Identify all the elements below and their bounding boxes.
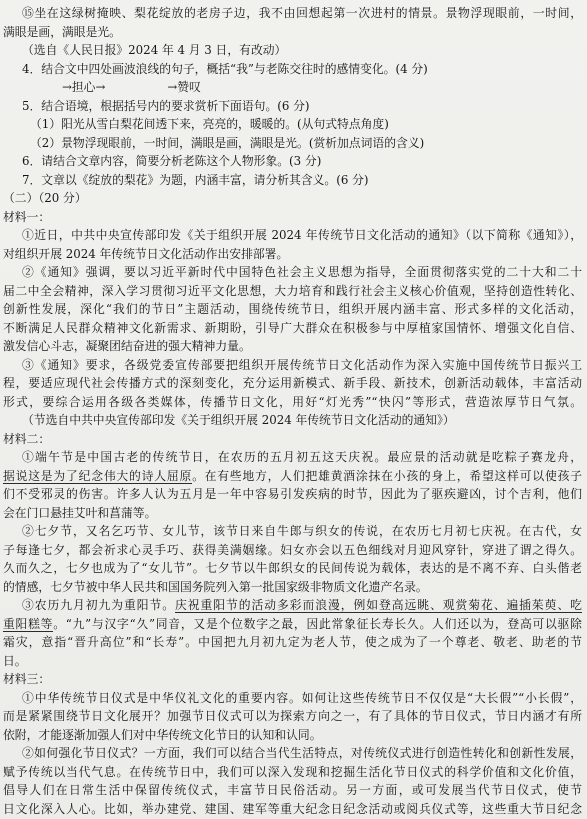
material-3-line: ②如何强化节日仪式？一方面，我们可以结合当代生活特点，对传统仪式进行创造性转化和创新性发展， (22, 746, 582, 760)
material-1-line: ①近日，中共中央宣传部印发《关于组织开展 2024 年传统节日文化活动的通知》（以下简称《通知》）， (22, 228, 582, 242)
line-text: 。“九”与汉字“久”同音，又是个位数字之最，因此常象征长寿长久。人们还以为，登高可以驱除 (53, 616, 582, 631)
material-1-line: 对组织开展 2024 年传统节日文化活动作出安排部署。 (3, 246, 289, 261)
material-3-line: 倡导人们在日常生活中保留传统仪式，丰富节日民俗活动。另一方面，或可发展当代节日仪式，使节 (3, 783, 582, 797)
question-6: 6．请结合文章内容，简要分析老陈这个人物形象。(3 分) (22, 154, 322, 168)
material-1-line: 激发信心斗志，凝聚团结奋进的强大精神力量。 (3, 339, 251, 353)
material-2-line: 霜灾，意指“晋升高位”和“长寿”。中国把九月初九定为老人节，使之成为了一个尊老、敬老、助老的节 (3, 635, 582, 649)
question-7: 7．文章以《绽放的梨花》为题，内涵丰富，请分析其含义。(6 分) (22, 172, 369, 187)
material-2-line: 久而久之，七夕也成为了“女儿节”。七夕节以牛郎织女的民间传说为载体，表达的是不离不弃、白头偕老 (3, 561, 582, 575)
section-heading: （二）（20 分） (3, 191, 87, 205)
material-1-line: 形式，要综合运用各级各类媒体，传播节日文化，用好“灯光秀”“快闪”等形式，营造浓厚节日气氛。 (3, 394, 582, 409)
material-3-line: 赋予传统以当代气息。在传统节日中，我们可以深入发现和挖掘生活化节日仪式的科学价值和文化价值， (3, 764, 582, 779)
material-3-line: ①中华传统节日仪式是中华仪礼文化的重要内容。如何让这些传统节日不仅仅是“大长假”“小长假”， (22, 690, 582, 705)
line-text: 。在有些地方，人们把雄黄酒涂抹在小孩的身上，希望这样可以使孩子 (192, 468, 582, 483)
passage-source-note: （选自《人民日报》2024 年 4 月 3 日，有改动） (22, 43, 287, 57)
material-1-line: 创新性发展，深化“我们的节日”主题活动，围绕传统节日，组织开展内涵丰富、形式多样的文化活动， (3, 302, 582, 316)
underlined-sentence: 据说这是为了纪念伟大的诗人屈原 (3, 468, 193, 483)
material-2-line: 会在门口悬挂艾叶和菖蒲等。 (3, 505, 157, 520)
material-2-line (3, 467, 582, 486)
material-2-line: 们不受邪灵的伤害。许多人认为五月是一年中容易引发疾病的时节，因此为了驱疾避凶，讨个吉利，他们 (3, 487, 582, 501)
material-2-line: ①端午节是中国古老的传统节日，在农历的五月初五这天庆祝。最应景的活动就是吃粽子赛龙舟， (22, 450, 582, 464)
underlined-sentence: 重阳糕等 (3, 616, 54, 631)
material-3-line: 日文化深入人心。比如，举办建党、建国、建军等重大纪念日纪念活动或阅兵仪式等，这些重大节日纪念 (3, 801, 582, 816)
material-2-label: 材料二： (3, 431, 51, 446)
question-5: 5．结合语境，根据括号内的要求赏析下面语句。(6 分) (22, 98, 310, 113)
material-1-line: ②《通知》强调，要以习近平新时代中国特色社会主义思想为指导，全面贯彻落实党的二十大和二十 (22, 265, 582, 279)
material-3-line: 而是紧紧围绕节日文化展开？加强节日仪式可以为探索方向之一，有了具体的节日仪式，节日内涵才有所 (3, 709, 582, 723)
material-3-label: 材料三： (3, 672, 51, 686)
question-5-item-2: （2）景物浮现眼前，一时间，满眼是画，满眼是光。(赏析加点词语的含义) (30, 135, 425, 150)
passage-line: ⑮坐在这绿树掩映、梨花绽放的老房子边，我不由回想起第一次进村的情景。景物浮现眼前，一时间， (22, 6, 582, 20)
material-2-line: 的情感，七夕节被中华人民共和国国务院列入第一批国家级非物质文化遗产名录。 (3, 579, 428, 594)
question-4: 4．结合文中四处画波浪线的句子，概括“我”与老陈交往时的感情变化。(4 分) (22, 61, 428, 76)
material-1-line: 程，要适应现代社会传播方式的深刻变化，充分运用新模式、新手段、新技术，创新活动载体，丰富活动 (3, 376, 582, 390)
line-text: ③农历九月初九为重阳节。 (22, 598, 175, 612)
material-1-source: （节选自中共中央宣传部印发《关于组织开展 2024 年传统节日文化活动的通知》） (22, 413, 455, 427)
material-2-line: 日。 (3, 653, 27, 668)
question-5-item-1: （1）阳光从雪白梨花间透下来，亮亮的，暖暖的。(从句式特点角度) (30, 117, 389, 131)
material-1-label: 材料一： (3, 209, 51, 224)
underlined-sentence: 庆祝重阳节的活动多彩而浪漫，例如登高远眺、观赏菊花、遍插茱萸、吃 (174, 598, 582, 612)
material-1-line: 不断满足人民群众精神文化新需求、新期盼，引导广大群众在积极参与中厚植家国情怀、增强文化自信、 (3, 320, 582, 335)
material-2-line: ②七夕节，又名乞巧节、女儿节，该节日来自牛郎与织女的传说，在农历七月初七庆祝。在古代，女 (22, 524, 582, 538)
chain-step-worry: →担心→ (62, 80, 106, 94)
material-2-line: 子每逢七夕，都会祈求心灵手巧、获得美满姻缘。妇女亦会以五色细线对月迎风穿针，穿进了谓之得久。 (3, 542, 582, 557)
material-1-line: ③《通知》要求，各级党委宣传部要把组织开展传统节日文化活动作为深入实施中国传统节日振兴工 (22, 357, 582, 372)
material-2-line (3, 615, 582, 634)
material-2-line (22, 596, 582, 615)
chain-step-praise: →赞叹 (167, 80, 201, 94)
material-3-line: 依附，才能逐渐加强人们对中华传统文化节日的认知和认同。 (3, 727, 322, 742)
passage-line: 满眼是画，满眼是光。 (3, 24, 121, 39)
question-4-answer-chain (62, 78, 562, 97)
material-1-line: 届二中全会精神，深入学习贯彻习近平文化思想，大力培育和践行社会主义核心价值观，坚持创造性转化、 (3, 283, 582, 298)
